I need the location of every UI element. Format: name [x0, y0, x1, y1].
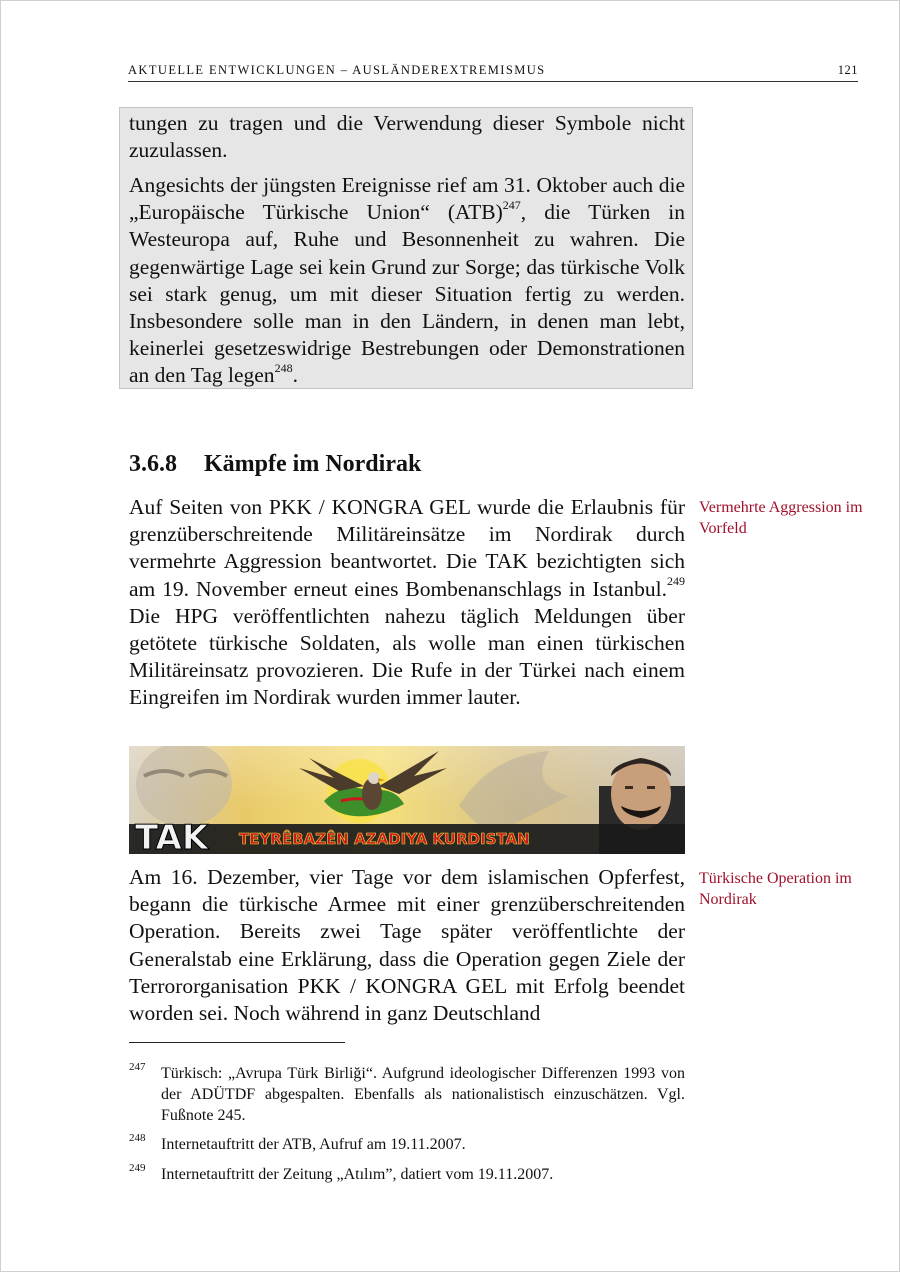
footnote-number: 247	[129, 1061, 146, 1073]
section-title: Kämpfe im Nordirak	[204, 451, 422, 477]
box-paragraph-2-text-a: Angesichts der jüngsten Ereignisse rief am 31. Oktober auch die „Europäische Türkische Union“ (ATB)	[129, 173, 685, 225]
footnote-separator	[129, 1042, 345, 1043]
page-number: 121	[837, 63, 858, 77]
box-paragraph-2-text-c: .	[292, 363, 298, 388]
footnote-ref-248[interactable]: 248	[274, 361, 293, 376]
tak-banner-image	[129, 746, 685, 854]
body-paragraph-2: Am 16. Dezember, vier Tage vor dem islamischen Opferfest, begann die türkische Armee mit einer grenzüberschreitenden Operation. Bereits zwei Tage später veröffentlichte der Generalstab eine Erklärung, dass die Operation gegen Ziele der Terrororganisation PKK / KONGRA GEL mit Erfolg beendet worden sei. Noch während in ganz Deutschland	[129, 865, 685, 1026]
body-paragraph-1-text-a: Auf Seiten von PKK / KONGRA GEL wurde die Erlaubnis für grenzüberschreitende Militäreinsätze im Nordirak durch vermehrte Aggression beantwortet. Die TAK bezichtigten sich am 19. November erneut eines Bombenanschlags in Istanbul.	[129, 495, 685, 601]
running-header	[128, 63, 858, 82]
body-paragraph-1-text-b: Die HPG veröffentlichten nahezu täglich Meldungen über getötete türkische Soldaten, als wolle man einen türkischen Militäreinsatz provozieren. Die Rufe in der Türkei nach einem Eingreifen im Nordirak wurden immer lauter.	[129, 603, 685, 710]
footnote-ref-247[interactable]: 247	[502, 198, 521, 213]
footnote-text: Internetauftritt der ATB, Aufruf am 19.11.2007.	[161, 1136, 466, 1153]
footnote-247	[129, 1063, 685, 1126]
margin-note-aggression: Vermehrte Aggression im Vorfeld	[699, 499, 863, 537]
banner-slogan: TEYRÊBAZÊN AZADIYA KURDISTAN	[239, 830, 530, 848]
box-paragraph-2	[129, 172, 685, 390]
footnote-ref-249[interactable]: 249	[667, 574, 685, 589]
footnote-number: 249	[129, 1162, 146, 1174]
footnote-text: Türkisch: „Avrupa Türk Birliği“. Aufgrund ideologischer Differenzen 1993 von der ADÜTDF abgespalten. Ebenfalls als nationalistisch einzuschätzen. Vgl. Fußnote 245.	[161, 1065, 685, 1124]
footnote-text: Internetauftritt der Zeitung „Atılım”, datiert vom 19.11.2007.	[161, 1166, 554, 1183]
footnote-248	[129, 1134, 685, 1155]
margin-note-operation: Türkische Operation im Nordirak	[699, 870, 852, 908]
footnote-number: 248	[129, 1132, 146, 1144]
box-paragraph-2-text-b: , die Türken in Westeuropa auf, Ruhe und Besonnenheit zu wahren. Die gegenwärtige Lage sei kein Grund zur Sorge; das türkische Volk sei stark genug, um mit dieser Situation fertig zu werden. Insbesondere solle man in den Ländern, in denen man lebt, keinerlei gesetzeswidrige Bestrebungen oder Demonstrationen an den Tag legen	[129, 200, 685, 388]
footnote-249	[129, 1164, 685, 1185]
tak-logo-text: TAK	[135, 818, 209, 854]
box-paragraph-1: tungen zu tragen und die Verwendung dieser Symbole nicht zuzulassen.	[129, 111, 685, 163]
section-heading	[129, 451, 421, 478]
header-title: AKTUELLE ENTWICKLUNGEN – AUSLÄNDEREXTREMISMUS	[128, 63, 546, 77]
body-paragraph-1	[129, 494, 685, 712]
section-number: 3.6.8	[129, 451, 177, 477]
